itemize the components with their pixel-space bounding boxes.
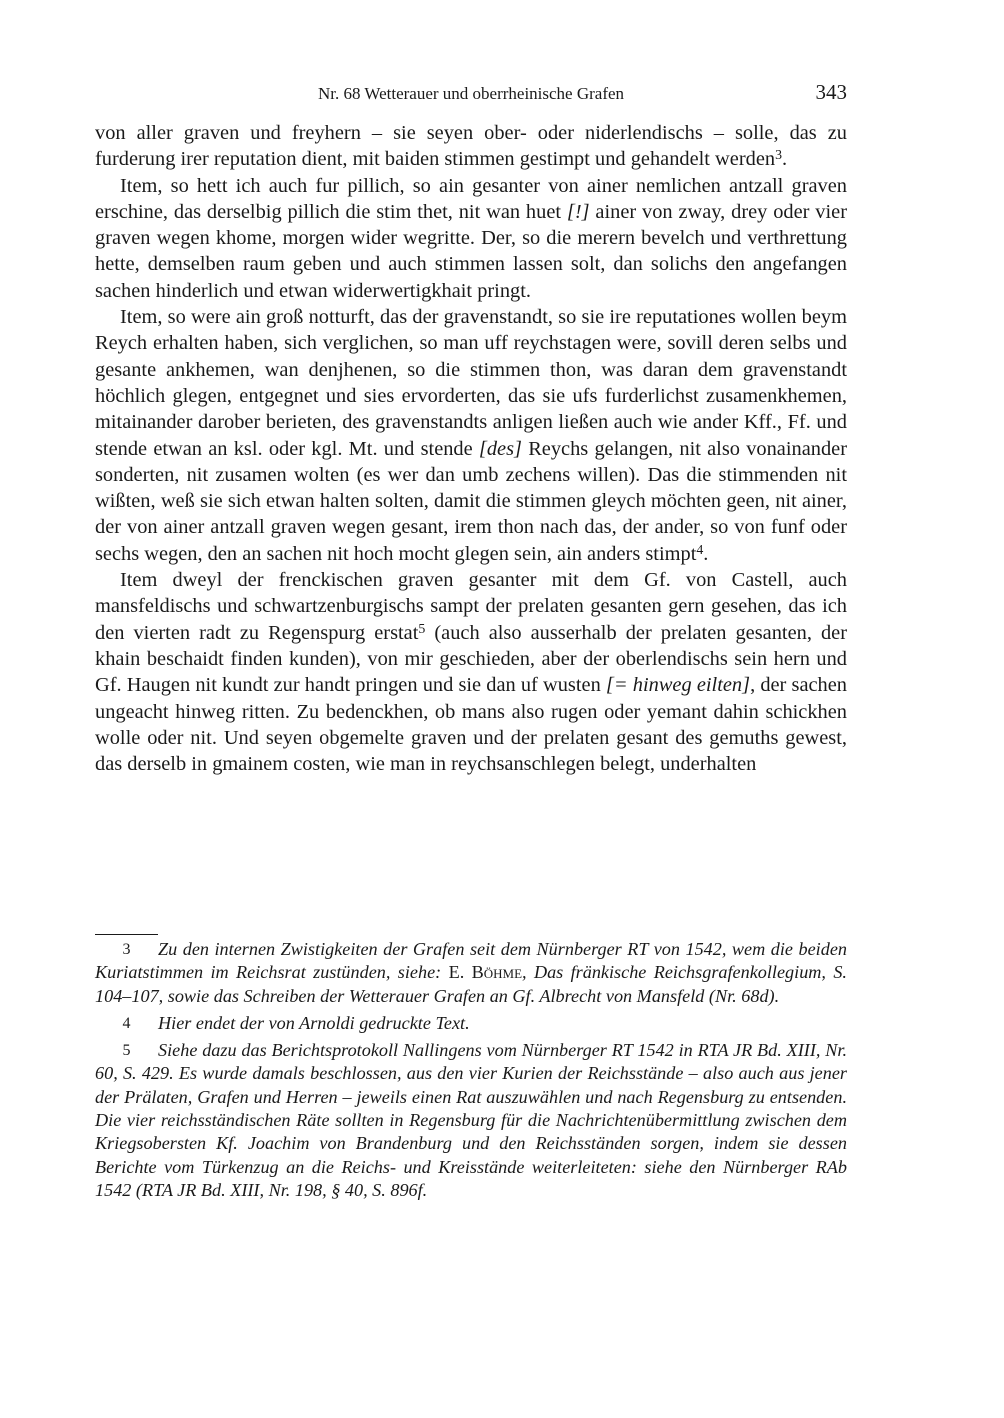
page-number: 343 [815, 80, 847, 104]
paragraph-3: Item, so were ain groß notturft, das der gravenstandt, so sie ire reputationes wollen beym Reych erhalten haben, sich verglichen, so man uff reychstagen were, sovill deren selbs und gesante ankhemen, wan denjhenen, so die stimmen thon, was daran dem gravenstandt höchlich glegen, entgegnet und sies ervorderten, das sie ufs furderlichst zusamenkhemen, mitainander darober berieten, des gravenstandts anligen ließen auch wie ander Kff., Ff. und stende etwan an ksl. oder kgl. Mt. und stende [des] Reychs gelangen, nit also vonainander sonderten, nit zusamen wolten (es wer dan umb zechens willen). Das die stimmenden nit wißten, weß sie sich etwan halten solten, damit die stimmen gleych möchten geen, nit ainer, der von ainer antzall graven wegen gesant, irem thon nach das, der ander, so von funf oder sechs wegen, den an sachen nit hoch mocht glegen sein, ain anders stimpt$^4$. [95, 306, 847, 565]
footnotes [95, 934, 847, 1202]
footnote-divider [95, 934, 158, 935]
paragraph-2: Item, so hett ich auch fur pillich, so ain gesanter von ainer nemlichen antzall graven erschine, das derselbig pillich die stim thet, nit wan huet [!] ainer von zway, drey oder vier graven wegen khome, morgen wider wegritte. Der, so die merern bevelch und verthrettung hette, demselben raum geben und auch stimmen lassen solt, dan solichs den angefangen sachen hinderlich und etwan widerwertigkhait pringt. [95, 174, 847, 302]
footnote-number: 3 [122, 941, 131, 958]
footnote-5: 5 Siehe dazu das Berichtsprotokoll Nallingens vom Nürnberger RT 1542 in RTA JR Bd. XIII, Nr. 60, S. 429. Es wurde damals beschlossen, aus den vier Kurien der Reichsstände – also auch aus jener der Prälaten, Grafen und Herren – jeweils einen Rat auszuwählen und nach Regensburg zu entsenden. Die vier reichsständischen Räte sollten in Regensburg für die Nachrichtenübermittlung zwischen dem Kriegsobersten Kf. Joachim von Brandenburg und den Reichsständen sorgen, indem sie dessen Berichte vom Türkenzug an die Reichs- und Kreisstände weiterleiteten: siehe den Nürnberger RAb 1542 (RTA JR Bd. XIII, Nr. 198, § 40, S. 896f. [95, 1040, 847, 1200]
footnote-number: 5 [122, 1042, 131, 1060]
running-header [95, 80, 847, 106]
paragraph-1: von aller graven und freyhern – sie seyen ober- oder niderlendischs – solle, das zu furderung irer reputation dient, mit baiden stimmen gestimpt und gehandelt werden$^3$. [95, 122, 847, 171]
editorial-note: [!] [566, 200, 590, 223]
footnote-3: 3 Zu den internen Zwistigkeiten der Grafen seit dem Nürnberger RT von 1542, wem die beiden Kuriatstimmen im Reichsrat zustünden, siehe: E. Böhme, Das fränkische Reichsgrafenkollegium, S. 104–107, sowie das Schreiben der Wetterauer Grafen an Gf. Albrecht von Mansfeld (Nr. 68d). [95, 939, 847, 1006]
author-name: Böhme [471, 962, 523, 983]
footnote-number: 4 [122, 1014, 131, 1032]
footnote-ref-3[interactable]: 3 [775, 148, 783, 164]
editorial-note: [= hinweg eilten] [605, 674, 751, 697]
footnote-ref-5[interactable]: 5 [418, 621, 426, 637]
paragraph-4: Item dweyl der frenckischen graven gesanter mit dem Gf. von Castell, auch mansfeldischs und schwartzenburgischs sampt der prelaten gesanten gern gesehen, das ich den vierten radt zu Regenspurg erstat$^5$ (auch also ausserhalb der prelaten gesanten, der khain beschaidt finden kunden), von mir geschieden, aber der oberlendischs sein hern und Gf. Haugen nit kundt zur handt pringen und sie dan uf wusten [= hinweg eilten], der sachen ungeacht hinweg ritten. Zu bedenckhen, ob mans also rugen oder yemant dahin schickhen wolle oder nit. Und seyen obgemelte graven und der prelaten gesant des gemuths gewest, das derselb in gmainem costen, wie man in reychsanschlegen belegt, underhalten [95, 569, 847, 776]
footnote-4: 4 Hier endet der von Arnoldi gedruckte Text. [95, 1012, 847, 1035]
footnote-ref-4[interactable]: 4 [696, 542, 704, 558]
running-title: Nr. 68 Wetterauer und oberrheinische Grafen [317, 84, 625, 103]
editorial-note: [des] [478, 437, 522, 460]
main-text [95, 120, 847, 777]
